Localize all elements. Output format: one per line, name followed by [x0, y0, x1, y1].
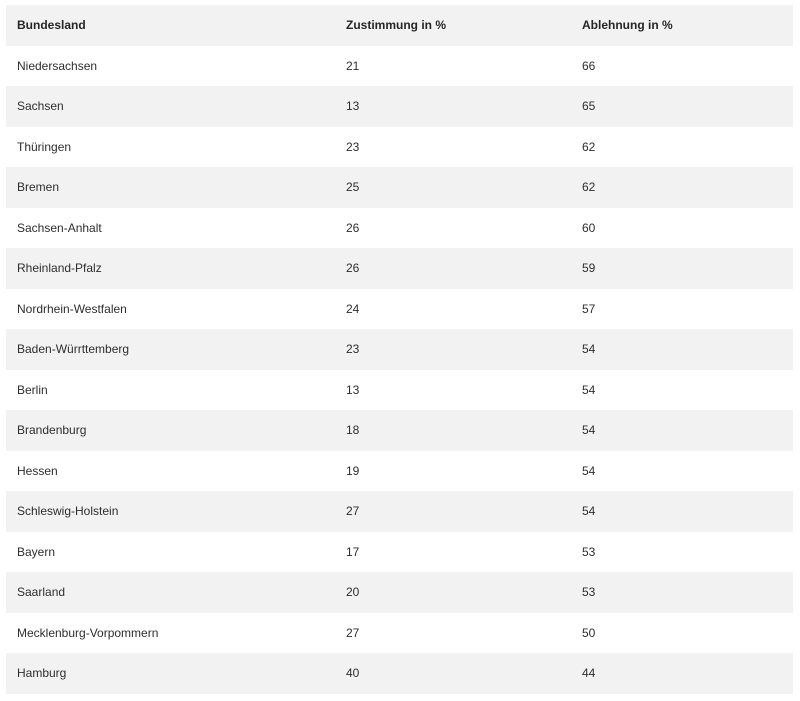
cell-state: Sachsen	[17, 99, 64, 114]
column-header-zustimmung: Zustimmung in %	[346, 18, 446, 33]
table-row	[6, 86, 793, 127]
cell-state: Sachsen-Anhalt	[17, 220, 102, 235]
cell-rejection: 53	[582, 544, 596, 559]
table-row	[6, 167, 793, 208]
cell-state: Mecklenburg-Vorpommern	[17, 625, 159, 640]
cell-approval: 13	[346, 99, 360, 114]
data-table	[6, 5, 793, 694]
cell-state: Schleswig-Holstein	[17, 504, 119, 519]
cell-approval: 19	[346, 463, 360, 478]
cell-state: Baden-Würrttemberg	[17, 342, 130, 357]
cell-state: Bremen	[17, 180, 60, 195]
cell-rejection: 54	[582, 423, 596, 438]
cell-rejection: 60	[582, 220, 596, 235]
cell-rejection: 53	[582, 585, 596, 600]
table-row	[6, 491, 793, 532]
table-row	[6, 289, 793, 330]
cell-approval: 26	[346, 261, 360, 276]
cell-state: Hessen	[17, 463, 58, 478]
cell-rejection: 54	[582, 382, 596, 397]
cell-state: Thüringen	[17, 139, 72, 154]
cell-rejection: 62	[582, 180, 596, 195]
cell-state: Bayern	[17, 544, 56, 559]
cell-state: Hamburg	[17, 666, 67, 681]
cell-approval: 25	[346, 180, 360, 195]
cell-approval: 27	[346, 504, 360, 519]
cell-rejection: 65	[582, 99, 596, 114]
cell-state: Saarland	[17, 585, 66, 600]
table-header-row	[6, 5, 793, 46]
cell-approval: 18	[346, 423, 360, 438]
cell-approval: 20	[346, 585, 360, 600]
cell-approval: 26	[346, 220, 360, 235]
cell-rejection: 54	[582, 504, 596, 519]
column-header-ablehnung: Ablehnung in %	[582, 18, 673, 33]
cell-rejection: 57	[582, 301, 596, 316]
cell-rejection: 59	[582, 261, 596, 276]
table-row	[6, 613, 793, 654]
table-row	[6, 653, 793, 694]
table-row	[6, 410, 793, 451]
cell-state: Nordrhein-Westfalen	[17, 301, 127, 316]
table-row	[6, 329, 793, 370]
table-row	[6, 532, 793, 573]
cell-rejection: 50	[582, 625, 596, 640]
cell-approval: 27	[346, 625, 360, 640]
cell-rejection: 44	[582, 666, 596, 681]
cell-rejection: 62	[582, 139, 596, 154]
cell-rejection: 54	[582, 463, 596, 478]
table-row	[6, 370, 793, 411]
cell-state: Niedersachsen	[17, 58, 98, 73]
cell-state: Brandenburg	[17, 423, 87, 438]
table-row	[6, 46, 793, 87]
table-row	[6, 451, 793, 492]
cell-approval: 13	[346, 382, 360, 397]
cell-state: Berlin	[17, 382, 48, 397]
table-row	[6, 127, 793, 168]
cell-state: Rheinland-Pfalz	[17, 261, 102, 276]
table-row	[6, 248, 793, 289]
data-table-container	[6, 5, 793, 694]
cell-approval: 23	[346, 139, 360, 154]
cell-rejection: 54	[582, 342, 596, 357]
cell-approval: 40	[346, 666, 360, 681]
table-row	[6, 572, 793, 613]
cell-approval: 24	[346, 301, 360, 316]
table-row	[6, 208, 793, 249]
cell-approval: 21	[346, 58, 360, 73]
column-header-bundesland: Bundesland	[17, 18, 86, 33]
cell-rejection: 66	[582, 58, 596, 73]
cell-approval: 17	[346, 544, 360, 559]
cell-approval: 23	[346, 342, 360, 357]
